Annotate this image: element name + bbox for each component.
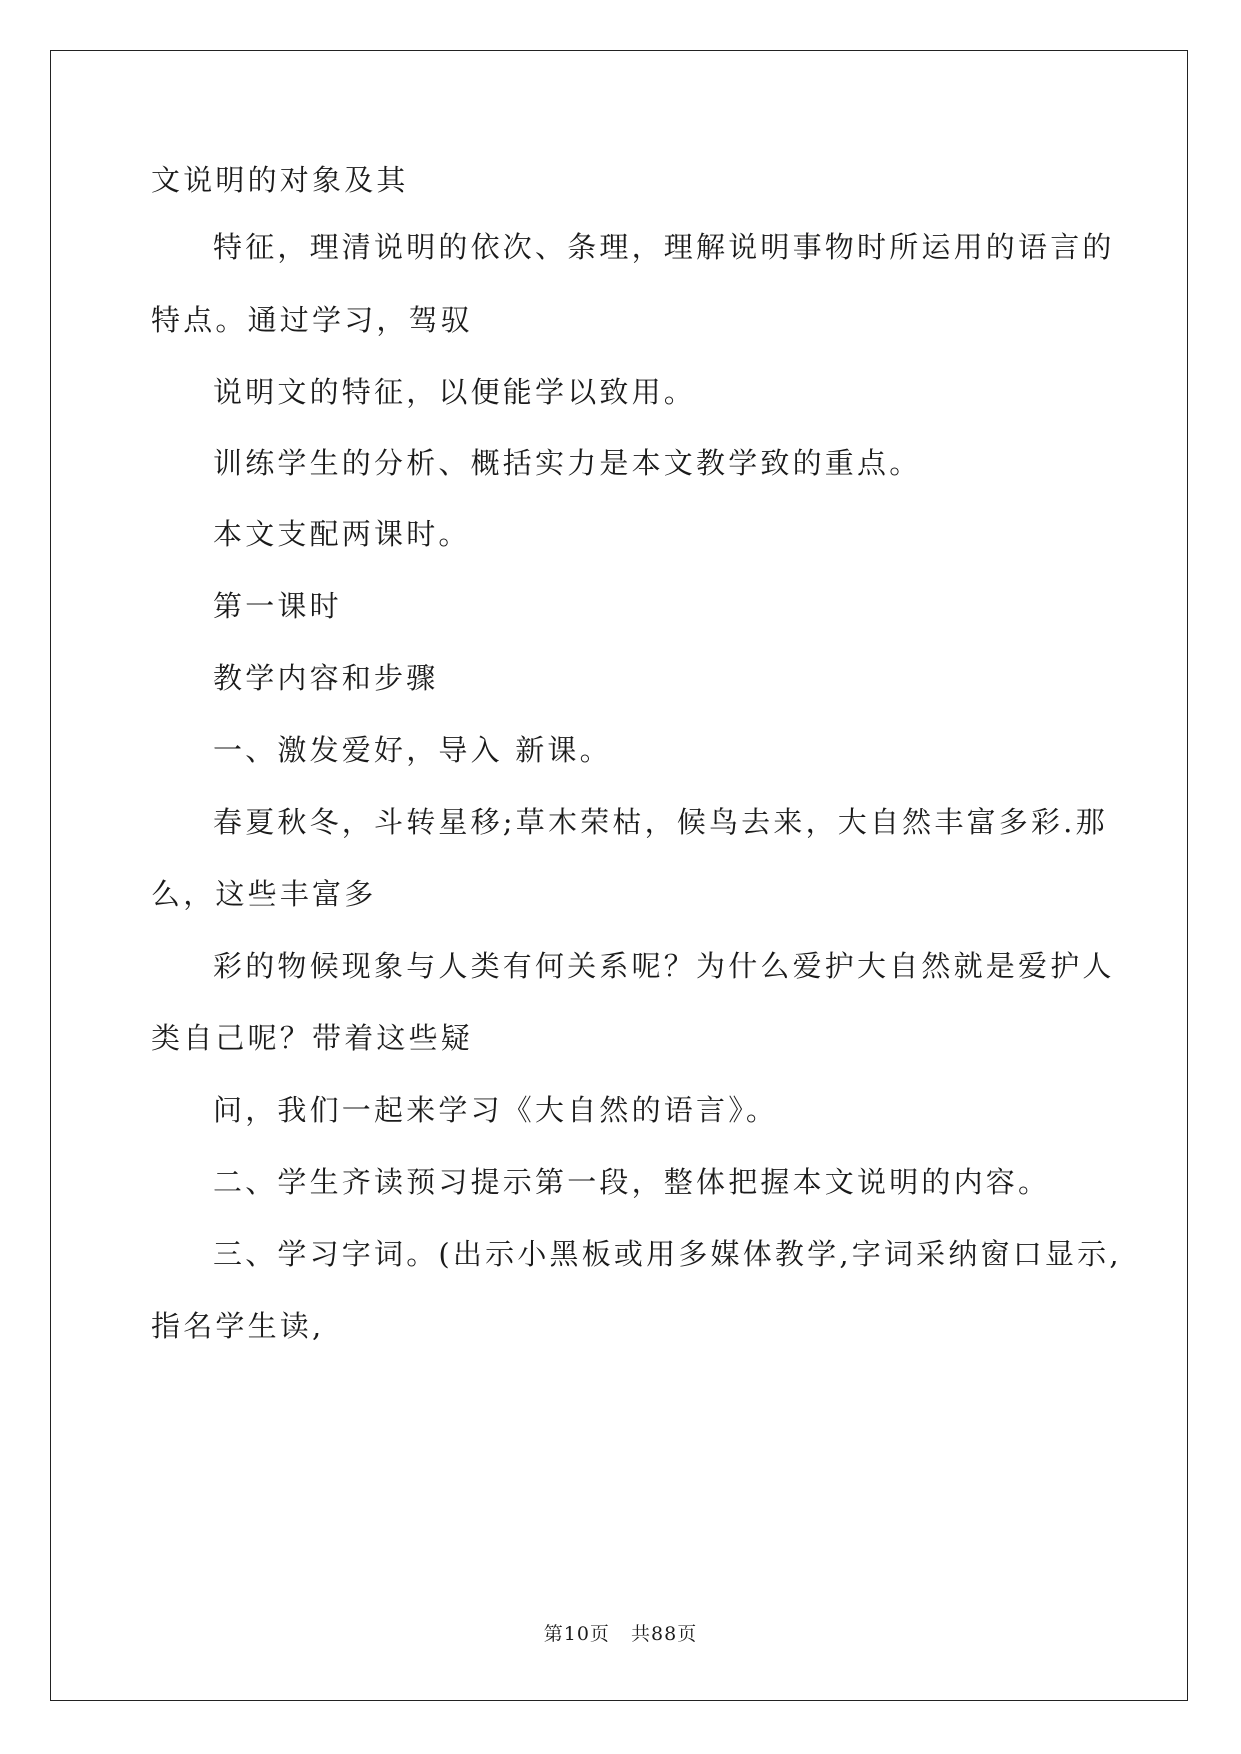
text-line: 问，我们一起来学习《大自然的语言》。: [213, 1093, 779, 1127]
text-line: 文说明的对象及其: [151, 163, 409, 197]
text-line: 训练学生的分析、概括实力是本文教学致的重点。: [213, 446, 922, 480]
text-line: 指名学生读,: [151, 1309, 325, 1343]
page-number-text: 第10页 共88页: [543, 1623, 698, 1645]
text-line: 本文支配两课时。: [213, 517, 471, 551]
text-line: 特点。通过学习，驾驭: [151, 303, 474, 337]
text-line: 二、学生齐读预习提示第一段，整体把握本文说明的内容。: [213, 1165, 1051, 1199]
text-line: 第一课时: [213, 589, 342, 623]
text-line: 三、学习字词。(出示小黑板或用多媒体教学,字词采纳窗口显示,: [213, 1237, 1122, 1271]
page-number-footer: [0, 1619, 1241, 1646]
text-line: 特征，理清说明的依次、条理，理解说明事物时所运用的语言的: [213, 230, 1115, 264]
text-line: 说明文的特征，以便能学以致用。: [213, 375, 697, 409]
text-line: 教学内容和步骤: [213, 661, 439, 695]
text-line: 么，这些丰富多: [151, 877, 377, 911]
text-line: 类自己呢？带着这些疑: [151, 1021, 474, 1055]
text-line: 春夏秋冬，斗转星移;草木荣枯，候鸟去来，大自然丰富多彩.那: [213, 805, 1108, 839]
text-line: 彩的物候现象与人类有何关系呢？为什么爱护大自然就是爱护人: [213, 949, 1115, 983]
text-line: 一、激发爱好，导入 新课。: [213, 733, 612, 767]
